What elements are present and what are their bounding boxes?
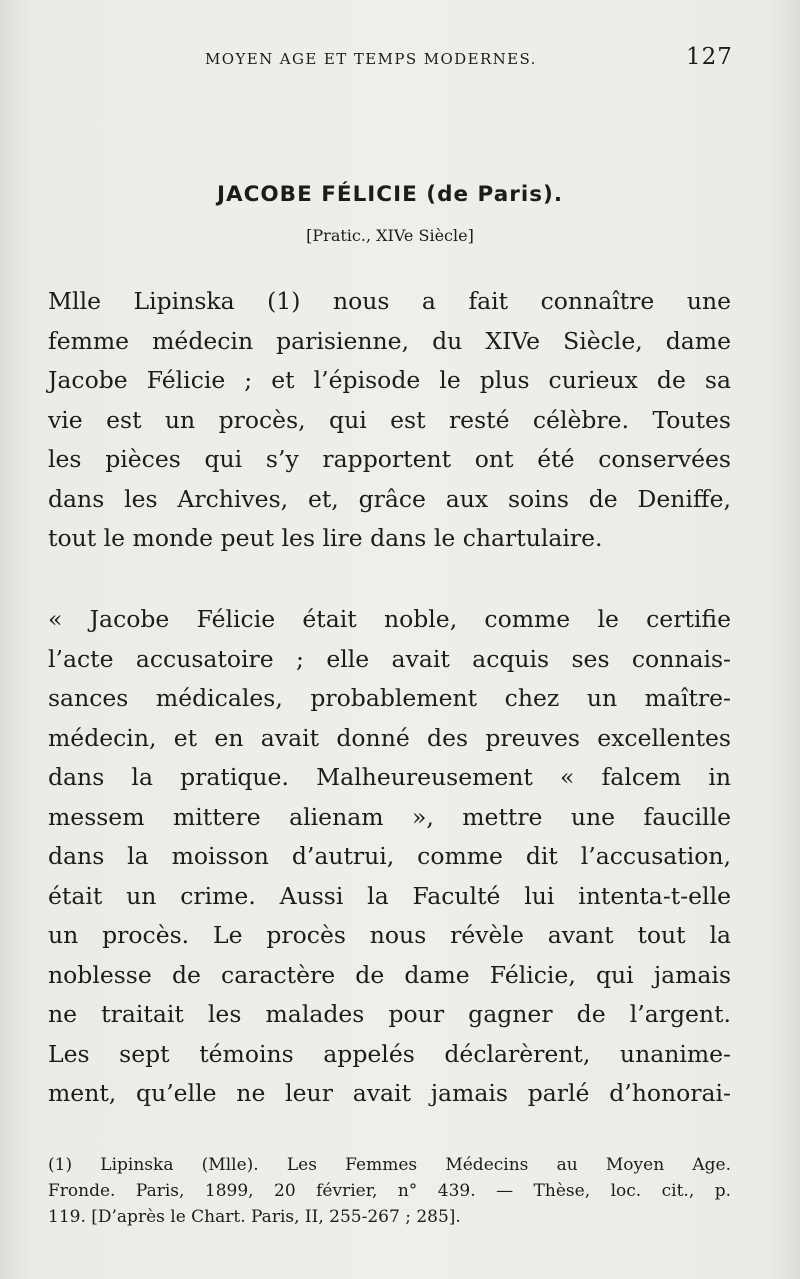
footnote-line: 119. [D’après le Chart. Paris, II, 255-267 ; 285]. — [48, 1207, 461, 1227]
footnote — [48, 1152, 731, 1230]
text-line: dans les Archives, et, grâce aux soins de Deniffe, — [48, 484, 731, 513]
text-line: ne traitait les malades pour gagner de l’argent. — [48, 1000, 731, 1028]
running-head: MOYEN AGE ET TEMPS MODERNES. — [205, 50, 537, 68]
text-line: tout le monde peut les lire dans le chartulaire. — [48, 524, 603, 552]
text-line: messem mittere alienam », mettre une faucille — [48, 802, 731, 831]
text-line: dans la moisson d’autrui, comme dit l’accusation, — [48, 842, 731, 870]
page-number: 127 — [686, 44, 733, 70]
paragraph-2 — [48, 600, 731, 1114]
text-line: l’acte accusatoire ; elle avait acquis ses connais- — [48, 644, 731, 673]
text-line: Les sept témoins appelés déclarèrent, unanime- — [48, 1039, 731, 1068]
text-line: femme médecin parisienne, du XIVe Siècle, dame — [48, 326, 731, 355]
text-line: ment, qu’elle ne leur avait jamais parlé d’honorai- — [48, 1079, 731, 1107]
text-line: vie est un procès, qui est resté célèbre. Toutes — [48, 405, 731, 434]
text-line: un procès. Le procès nous révèle avant tout la — [48, 921, 731, 949]
chapter-subtitle: [Pratic., XIVe Siècle] — [306, 226, 474, 245]
footnote-line: (1) Lipinska (Mlle). Les Femmes Médecins au Moyen Age. — [48, 1155, 731, 1175]
text-line: « Jacobe Félicie était noble, comme le certifie — [48, 605, 731, 633]
paragraph-1 — [48, 282, 731, 559]
text-line: sances médicales, probablement chez un maître- — [48, 684, 731, 712]
text-line: médecin, et en avait donné des preuves excellentes — [48, 723, 731, 752]
text-line: était un crime. Aussi la Faculté lui intenta-t-elle — [48, 881, 731, 910]
chapter-title: JACOBE FÉLICIE (de Paris). — [216, 182, 563, 207]
footnote-line: Fronde. Paris, 1899, 20 février, n° 439. — Thèse, loc. cit., p. — [48, 1181, 731, 1201]
text-line: Jacobe Félicie ; et l’épisode le plus curieux de sa — [48, 366, 731, 394]
text-line: dans la pratique. Malheureusement « falcem in — [48, 763, 731, 791]
text-line: noblesse de caractère de dame Félicie, qui jamais — [48, 960, 731, 989]
text-line: les pièces qui s’y rapportent ont été conservées — [48, 445, 731, 473]
text-line: Mlle Lipinska (1) nous a fait connaître une — [48, 287, 731, 315]
